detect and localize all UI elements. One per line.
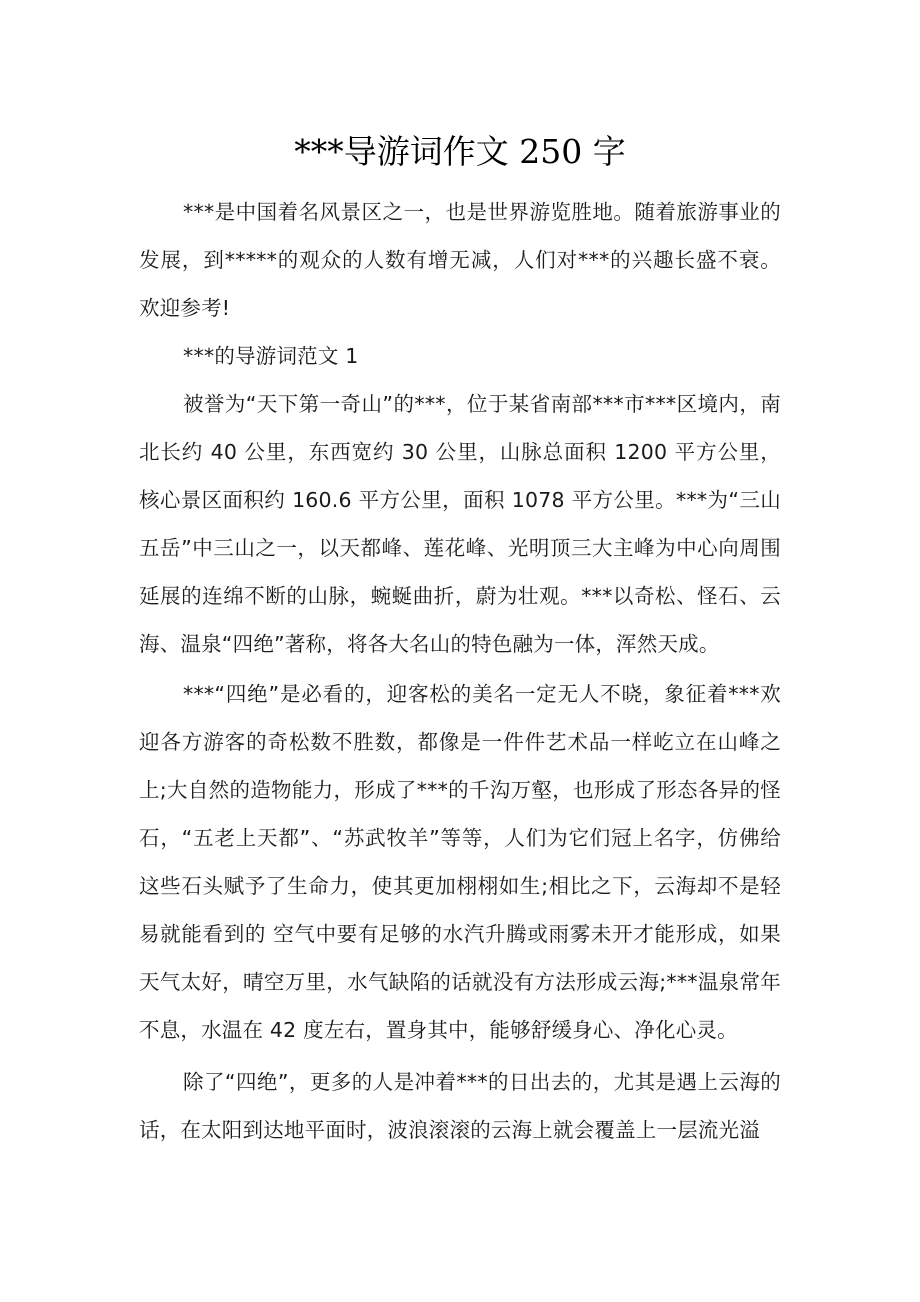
sunrise-paragraph: 除了“四绝”，更多的人是冲着***的日出去的，尤其是遇上云海的话，在太阳到达地平面时，波浪滚滚的云海上就会覆盖上一层流光溢 (139, 1070, 781, 1142)
intro-paragraph: ***是中国着名风景区之一，也是世界游览胜地。随着旅游事业的发展，到*****的观众的人数有增无减，人们对***的兴趣长盛不衰。欢迎参考! (139, 200, 781, 320)
section-heading: ***的导游词范文 1 (183, 344, 359, 368)
document-title: ***导游词作文 250 字 (294, 132, 626, 171)
four-wonders-paragraph: ***“四绝”是必看的，迎客松的美名一定无人不晓，象征着***欢迎各方游客的奇松数不胜数，都像是一件件艺术品一样屹立在山峰之上;大自然的造物能力，形成了***的千沟万壑，也形成了形态各异的怪石，“五老上天都”、“苏武牧羊”等等，人们为它们冠上名字，仿佛给这些石头赋予了生命力，使其更加栩栩如生;相比之下，云海却不是轻易就能看到的 空气中要有足够的水汽升腾或雨雾未开才能形成，如果天气太好，晴空万里，水气缺陷的话就没有方法形成云海;***温泉常年不息，水温在 42 度左右，置身其中，能够舒缓身心、净化心灵。 (139, 682, 781, 1042)
document-body (139, 188, 781, 1154)
overview-paragraph: 被誉为“天下第一奇山”的***，位于某省南部***市***区境内，南北长约 40 公里，东西宽约 30 公里，山脉总面积 1200 平方公里，核心景区面积约 160.6 平方公里，面积 1078 平方公里。***为“三山五岳”中三山之一，以天都峰、莲花峰、光明顶三大主峰为中心向周围延展的连绵不断的山脉，蜿蜒曲折，蔚为壮观。***以奇松、怪石、云海、温泉“四绝”著称，将各大名山的特色融为一体，浑然天成。 (139, 392, 781, 656)
